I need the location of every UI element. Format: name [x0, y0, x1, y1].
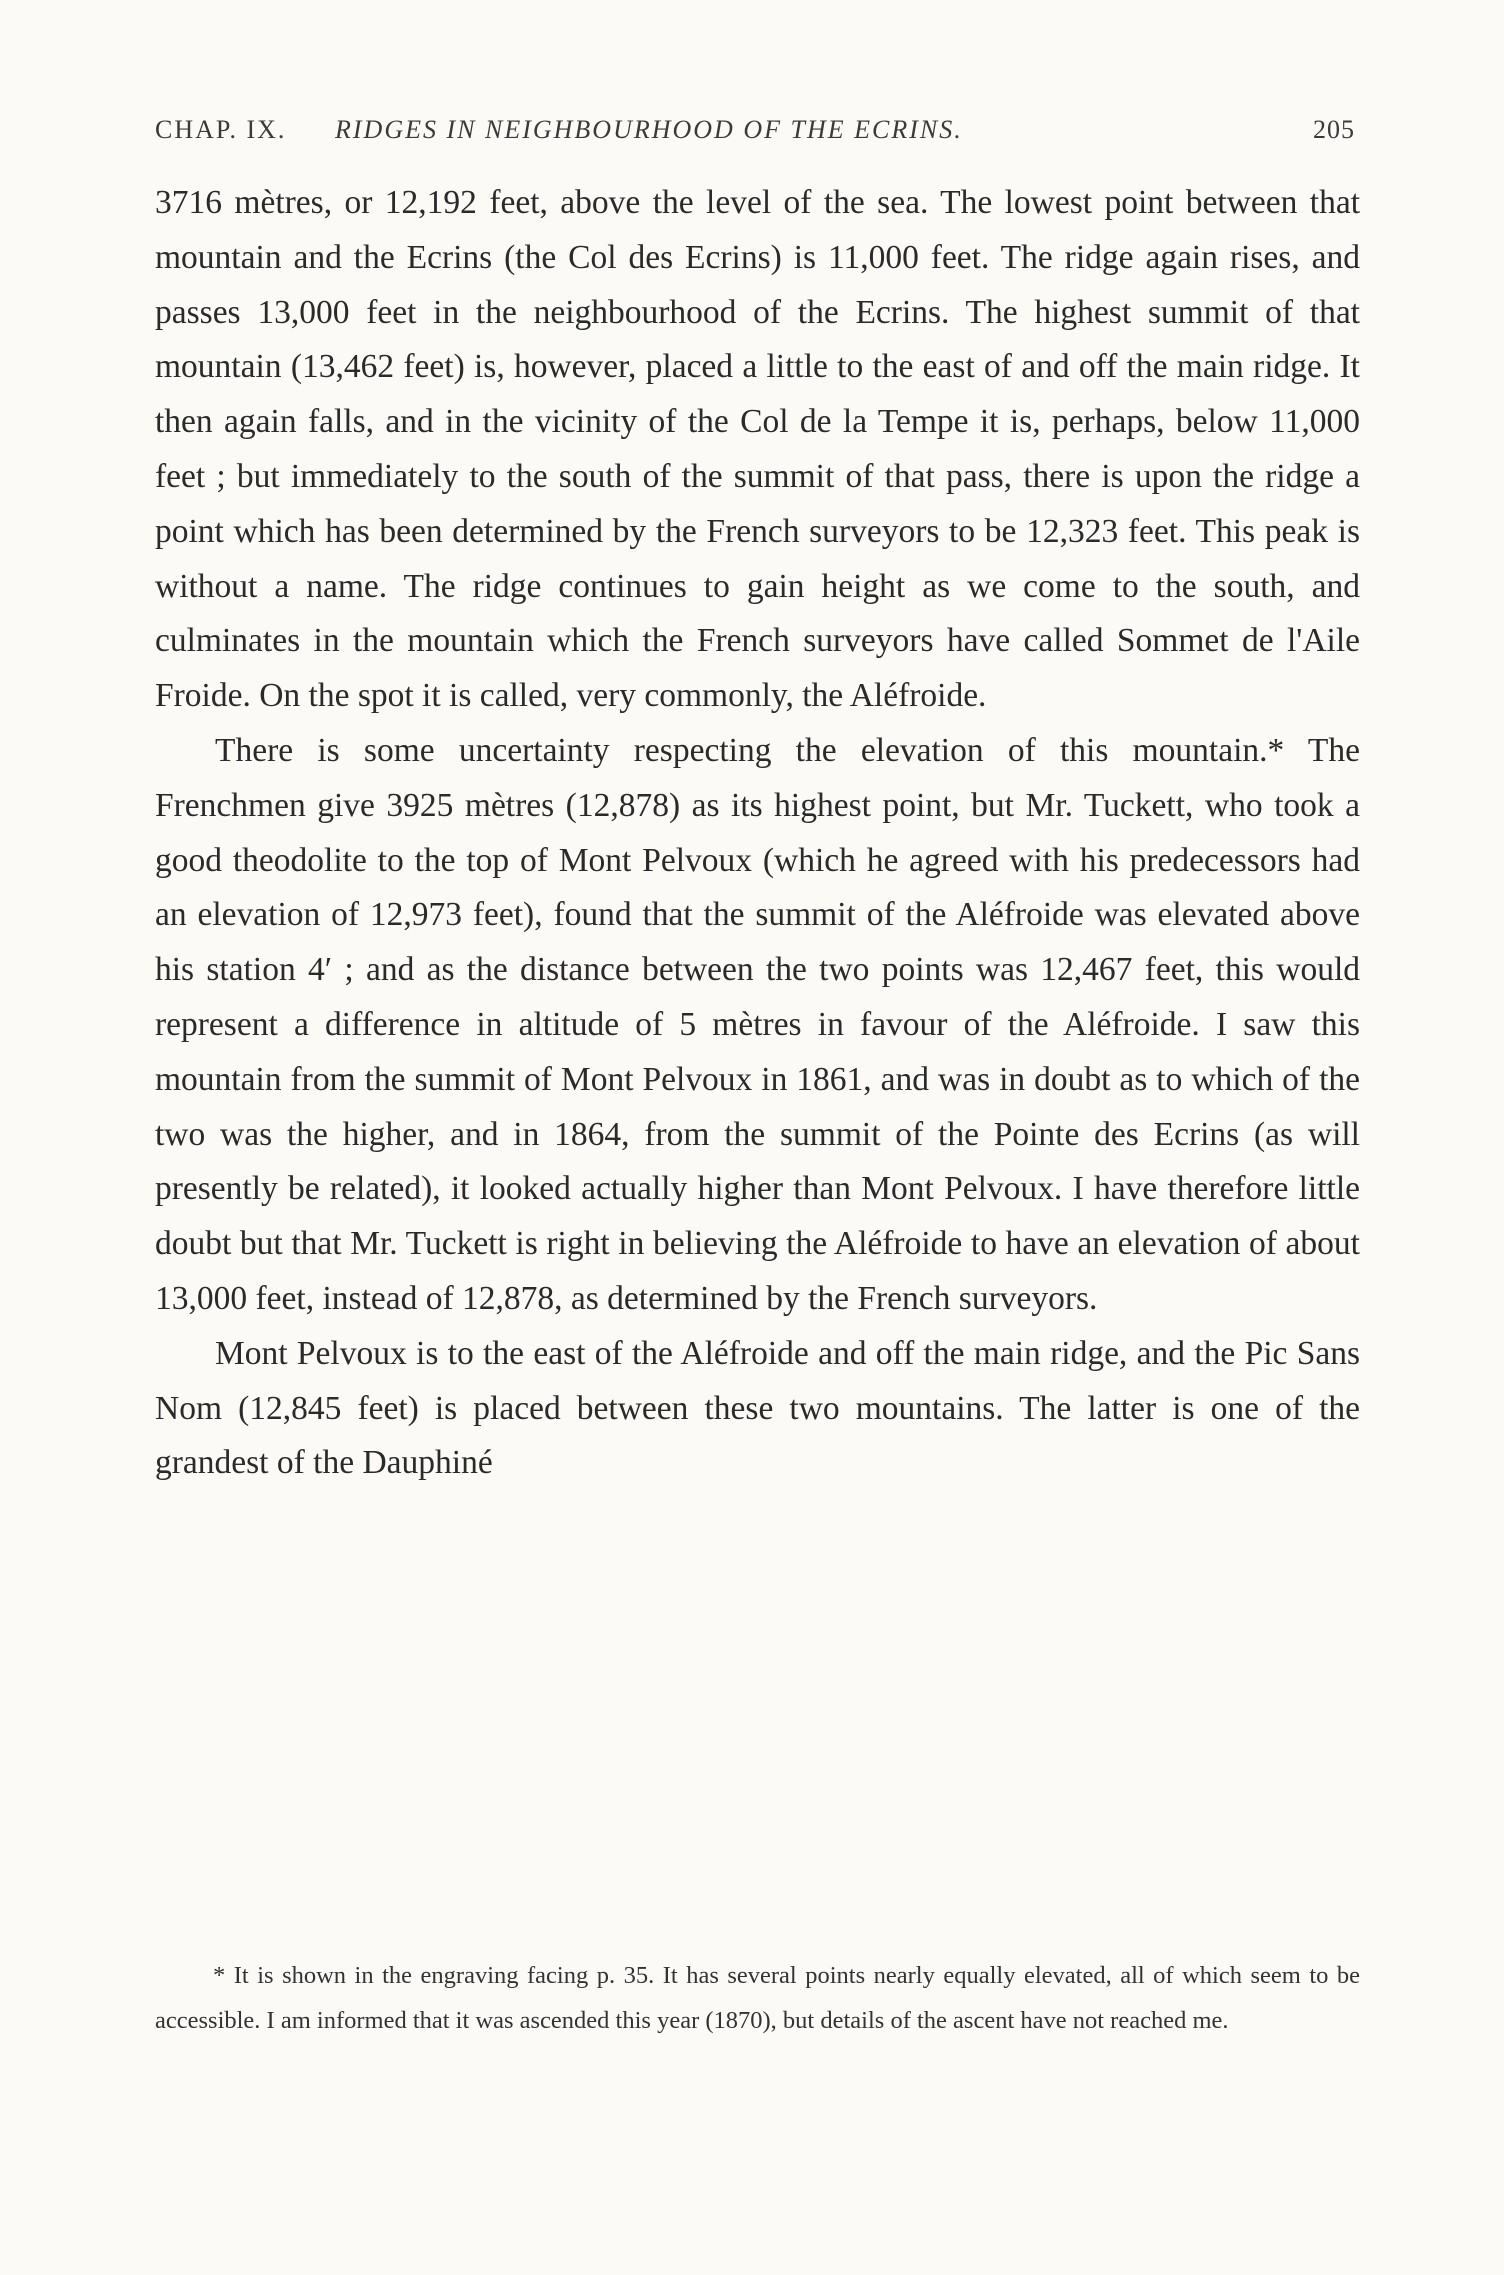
paragraph-3: Mont Pelvoux is to the east of the Aléfroide and off the main ridge, and the Pic Sans Nom (12,845 feet) is placed between these two mountains. The latter is one of the grandest of the Dauphiné [155, 1334, 1360, 1482]
footnote: * It is shown in the engraving facing p. 35. It has several points nearly equally elevated, all of which seem to be accessible. I am informed that it was ascended this year (1870), but details of the ascent have not reached me. [155, 1962, 1360, 2034]
paragraph-2: There is some uncertainty respecting the elevation of this mountain.* The Frenchmen give 3925 mètres (12,878) as its highest point, but Mr. Tuckett, who took a good theodolite to the top of Mont Pelvoux (which he agreed with his predecessors had an elevation of 12,973 feet), found that the summit of the Aléfroide was elevated above his station 4′ ; and as the distance between the two points was 12,467 feet, this would represent a difference in altitude of 5 mètres in favour of the Aléfroide. I saw this mountain from the summit of Mont Pelvoux in 1861, and was in doubt as to which of the two was the higher, and in 1864, from the summit of the Pointe des Ecrins (as will presently be related), it looked actually higher than Mont Pelvoux. I have therefore little doubt but that Mr. Tuckett is right in believing the Aléfroide to have an elevation of about 13,000 feet, instead of 12,878, as determined by the French surveyors. [155, 731, 1360, 1317]
paragraph-1: 3716 mètres, or 12,192 feet, above the level of the sea. The lowest point between that mountain and the Ecrins (the Col des Ecrins) is 11,000 feet. The ridge again rises, and passes 13,000 feet in the neighbourhood of the Ecrins. The highest summit of that mountain (13,462 feet) is, however, placed a little to the east of and off the main ridge. It then again falls, and in the vicinity of the Col de la Tempe it is, perhaps, below 11,000 feet ; but immediately to the south of the summit of that pass, there is upon the ridge a point which has been determined by the French surveyors to be 12,323 feet. This peak is without a name. The ridge continues to gain height as we come to the south, and culminates in the mountain which the French surveyors have called Sommet de l'Aile Froide. On the spot it is called, very commonly, the Aléfroide. [155, 184, 1360, 715]
body-text [155, 176, 1360, 1491]
chapter-label: CHAP. IX. [155, 115, 287, 144]
running-title: RIDGES IN NEIGHBOURHOOD OF THE ECRINS. [335, 115, 963, 144]
page-number: 205 [1313, 115, 1355, 144]
running-head [155, 110, 1355, 150]
